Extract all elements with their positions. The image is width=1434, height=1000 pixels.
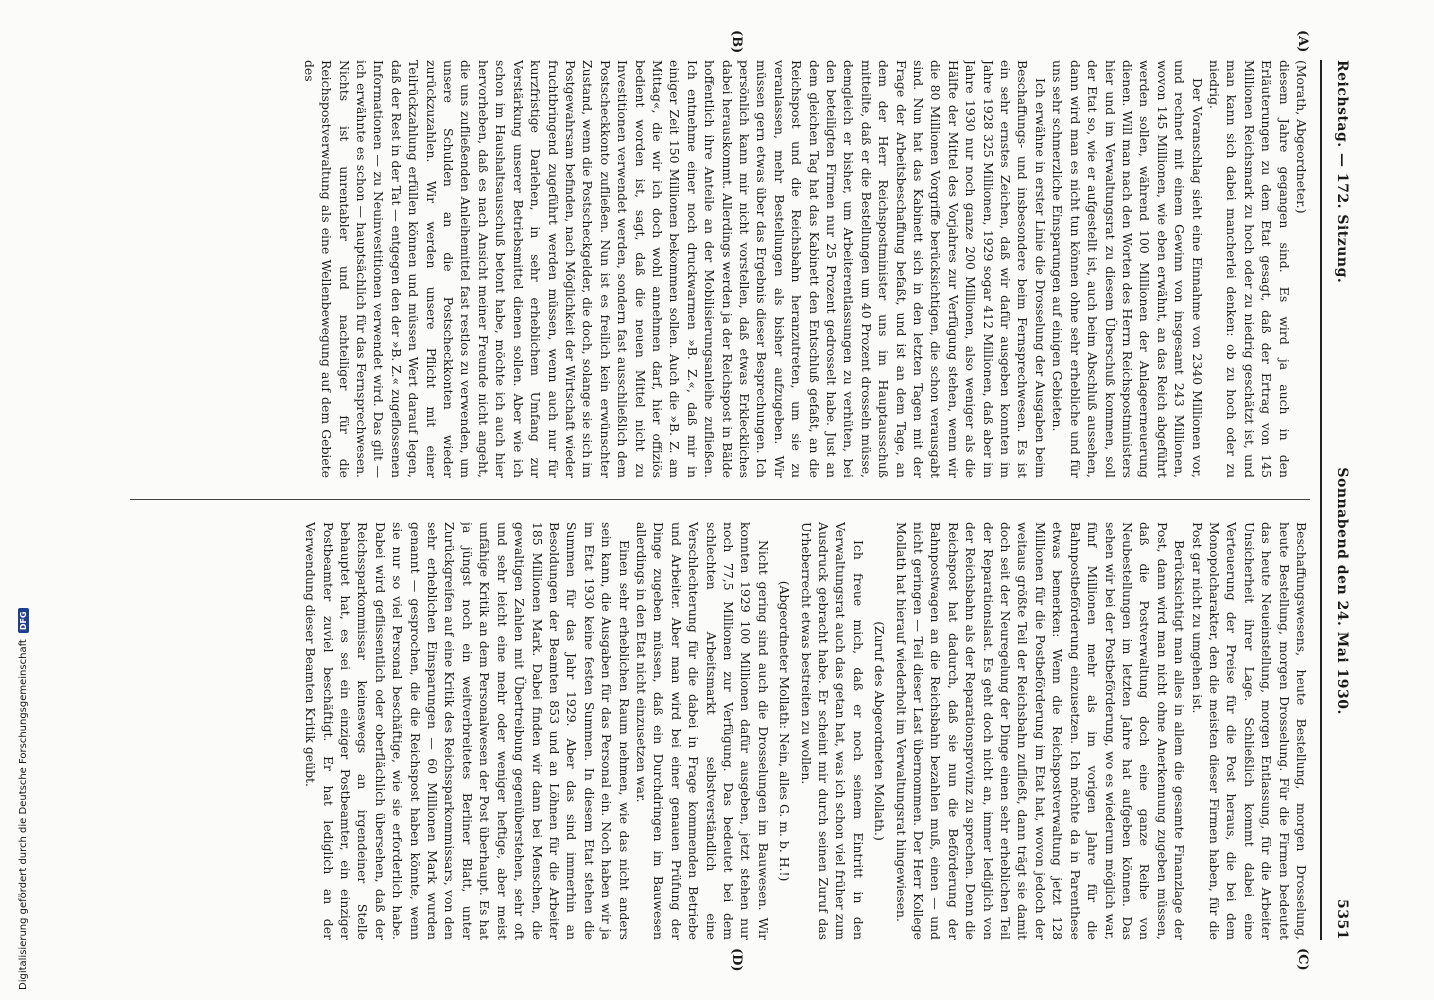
paragraph: diesem Jahre gegangen sind. Es wird ja auch in den Erläuterungen zu dem Etat gesagt, daß der Ertrag von 145 Millionen Reichsmark zu hoch oder zu niedrig geschätzt ist, und man kann sich dabei mancherlei denken: ob zu hoch oder zu niedrig.	[1206, 60, 1292, 478]
paragraph: Nicht gering sind auch die Drosselungen im Bauwesen. Wir konnten 1929 100 Millionen dafür ausgeben, jetzt stehen nur noch 77,5 Millionen zur Verfügung. Das bedeutet bei dem schlechten Arbeitsmarkt selbstverständlich eine Verschlechterung für die dabei in Frage kommenden Betriebe und Arbeiter. Aber man wird bei einer genauen Prüfung der Dinge zugeben müssen, daß ein Durchdringen im Bauwesen allerdings in den Etat nicht einzusetzen war.	[633, 522, 771, 940]
paragraph: Beschaffungswesens, heute Bestellung, morgen Drosselung, heute Bestellung, morgen Drosselung. Für die Firmen bedeutet das heute Neueinstellung, morgen Entlassung, für die Arbeiter Unsicherheit ihrer Lage. Schließlich kommt dabei eine Verteuerung der Preise für die Post heraus, die bei dem Monopolcharakter, den die meisten dieser Firmen haben, für die Post gar nicht zu umgehen ist.	[1189, 522, 1309, 940]
interjection: (Zuruf des Abgeordneten Mollath.)	[872, 621, 888, 841]
paragraph: Berücksichtigt man alles in allem die gesamte Finanzlage der Post, dann wird man nicht ohne Anerkennung zugeben müssen, daß die Postverwaltung doch eine ganze Reihe von Neubestellungen im letzten Jahre hat aufgeben können. Das sehen wir bei der Postbeförderung, wo es wiederum möglich war, fünf Millionen mehr als im vorigen Jahre für die Bahnpostbeförderung einzusetzen. Ich möchte da in Parenthese etwas bemerken: Wenn die Reichspostverwaltung jetzt 128 Millionen für die Postbeförderung im Etat hat, wovon jedoch der weitaus größte Teil der Reichsbahn zufließt, dann trägt sie damit doch seit der Neuregelung der Dinge einen sehr erheblichen Teil der Reparationslast. Es geht doch nicht an, immer lediglich von der Reichsbahn als der Reparationsprovinz zu sprechen. Denn die Reichspost hat dadurch, daß sie nun die Beförderung der Bahnpostwagen an die Reichsbahn bezahlen muß, einen — und nicht geringen — Teil dieser Last übernommen. Der Herr Kollege Mollath hat hierauf wiederholt im Verwaltungsrat hingewiesen.	[893, 522, 1188, 940]
credit-text: Digitalisierung gefördert durch die Deutsche Forschungsgemeinschaft	[18, 639, 29, 990]
right-column	[130, 522, 1310, 940]
page-number: 5351	[1334, 899, 1350, 940]
page-header	[1326, 60, 1350, 940]
margin-marker-a: (A)	[1295, 30, 1310, 53]
interjection: (Abgeordneter Mollath: Nein, alles G. m. b. H.!)	[777, 580, 793, 882]
paragraph: Ich freue mich, daß er noch seinem Eintritt in den Verwaltungsrat auch das getan hat, was ich schon viel früher zum Ausdruck gebracht habe. Er scheint mir durch seinen Zuruf das Urheberrecht etwas bestreiten zu wollen.	[798, 522, 866, 940]
paragraph: Einen sehr erheblichen Raum nehmen, wie das nicht anders sein kann, die Ausgaben für das Personal ein. Noch haben wir ja im Etat 1930 keine festen Summen. In diesem Etat stehen die Summen für das Jahr 1929. Aber das sind immerhin an Besoldungen der Beamten 853 und an Löhnen für die Arbeiter 185 Millionen Mark. Dabei finden wir dann bei Menschen, die gewaltigen Zahlen mit Übertreibung gegenüberstehen, sehr oft und sehr leicht eine mehr oder weniger heftige, aber meist unfähige Kritik an dem Personalwesen der Post überhaupt. Es hat ja jüngst noch ein weitverbreitetes Berliner Blatt, unter Zurückgreifen auf eine Kritik des Reichssparkommissars, von den sehr erheblichen Einsparungen — 60 Millionen Mark wurden genannt — gesprochen, die die Reichspost haben könnte, wenn sie nur so viel Personal beschäftige, wie sie erforderlich habe. Dabei wird geflissentlich oder oberflächlich übersehen, daß der Reichssparkommissar keineswegs an irgendeiner Stelle behauptet hat, es sei ein einziger Postbeamter, ein einziger Postbeamter zuviel beschäftigt. Er hat lediglich an der Verwendung dieser Beamten Kritik geübt.	[303, 522, 632, 940]
column-divider	[130, 499, 1310, 500]
dfg-logo-icon: DFG	[18, 608, 29, 633]
paragraph: Der Voranschlag sieht eine Einnahme von 2340 Millionen vor, und rechnet mit einem Gewinn von insgesamt 243 Millionen, wovon 145 Millionen, wie eben erwähnt, an das Reich abgeführt werden sollen, während 100 Millionen der Anlageerneuerung dienen. Will man nach den Worten des Herrn Reichspostministers hier und im Verwaltungsrat zu diesem Überschuß kommen, soll der Etat so, wie er aufgestellt ist, auch beim Abschluß aussehen, dann wird man es nicht tun können ohne sehr erhebliche und für uns sehr schmerzliche Einsparungen auf einigen Gebieten.	[1050, 60, 1205, 478]
margin-marker-b: (B)	[729, 30, 744, 54]
margin-marker-c: (C)	[1295, 948, 1310, 971]
margin-marker-d: (D)	[729, 948, 744, 972]
left-column	[130, 60, 1310, 478]
paragraph: Ich erwähne in erster Linie die Drosselung der Ausgaben beim Beschaffungs- und insbesondere beim Fernsprechwesen. Es ist ein sehr ernstes Zeichen, daß wir dafür ausgeben konnten im Jahre 1928 325 Millionen, 1929 sogar 412 Millionen, daß aber im Jahre 1930 nur noch ganze 200 Millionen, also weniger als die Hälfte der Mittel des Vorjahres zur Verfügung stehen, wenn wir die 80 Millionen Vorgriffe berücksichtigen, die schon verausgabt sind. Nun hat das Kabinett sich in den letzten Tagen mit der Frage der Arbeitsbeschaffung befaßt, und ist an dem Tage, an dem der Herr Reichspostminister uns im Hauptausschuß mitteilte, daß er die Bestellungen um 40 Prozent drosseln müsse, demgleich er bisher, um Arbeiterentlassungen zu verhüten, bei den beteiligten Firmen nur 25 Prozent gedrosselt habe. Just an dem gleichen Tag hat das Kabinett den Entschluß gefaßt, an die Reichspost und die Reichsbahn heranzutreten, um sie zu veranlassen, mehr Bestellungen als bisher aufzugeben. Wir müssen gern etwas über das Ergebnis dieser Besprechungen. Ich persönlich kann mir nicht vorstellen, daß etwas Erkleckliches dabei herauskommt. Allerdings werden ja der Reichspost in Bälde hoffentlich ihre Anteile an der Mobilisierungsanleihe zufließen. Ich entnehme einer noch druckwarmen »B. Z.«, daß mir in einiger Zeit 150 Millionen bekommen sollen. Auch die »B. Z. am Mittag«, die wir ich doch wohl annehmen darf, hier offiziös bedient worden ist, sagt, daß die neuen Mittel nicht zu Investitionen verwendet werden, sondern fast ausschließlich dem Postscheckkonto zufließen. Nun ist es freilich kein erwünschter Zustand, wenn die Postscheckgelder, die doch, solange sie sich im Postgewahrsam befinden, nach Möglichkeit der Wirtschaft wieder fruchtbringend zugeführt werden müssen, wenn auch nur für kurzfristige Darlehen, in sehr erheblichem Umfang zur Verstärkung unserer Betriebsmittel dienen sollen. Aber wie ich schon im Haushaltsausschuß betont habe, möchte ich auch hier hervorheben, daß es nach Ansicht meiner Freunde nicht angeht, die uns zufließenden Anleihemittel fast restlos zu verwenden, um unsere Schulden an die Postscheckkonten wieder zurückzuzahlen. Wir werden unsere Pflicht mit einer Teilrückzahlung erfüllen können und müssen Wert darauf legen, daß der Rest in der Tat — entgegen den der »B. Z.« zugeflossenen Informationen — zu Neuinvestitionen verwendet wird. Das gilt — ich erwähnte es schon — hauptsächlich für das Fernsprechwesen. Nichts ist unrentabler und nachteiliger für die Reichspostverwaltung als eine Wellenbewegung auf dem Gebiete des	[301, 60, 1048, 478]
header-session: Reichstag. — 172. Sitzung.	[1334, 60, 1350, 284]
header-date: Sonnabend den 24. Mai 1930.	[1334, 467, 1350, 715]
speaker-label: (Morath, Abgeordneter.)	[1294, 60, 1309, 214]
header-rule	[1320, 60, 1322, 940]
